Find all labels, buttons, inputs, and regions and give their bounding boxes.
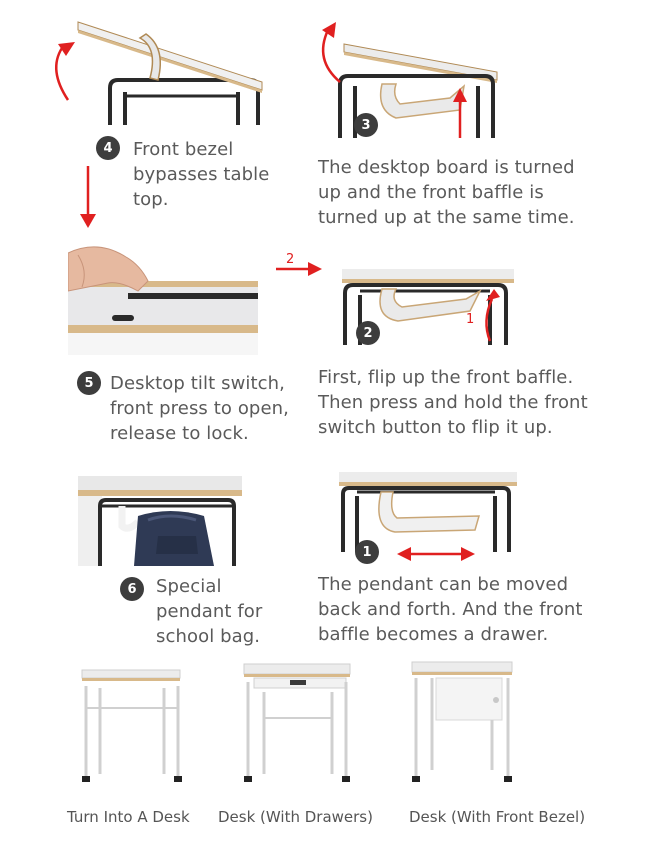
- down-arrow-icon: [78, 166, 98, 236]
- step3-badge: 3: [354, 113, 378, 137]
- product-image-desk: [78, 668, 188, 788]
- rotate-up-arrow: [56, 48, 68, 100]
- step6-description: Special pendant for school bag.: [156, 576, 263, 647]
- step5-badge: 5: [77, 371, 101, 395]
- product-label-desk: Turn Into A Desk: [67, 808, 190, 826]
- image-step2-flip-baffle: [270, 245, 650, 355]
- image-step6-bag-pendant: [78, 476, 242, 566]
- image-step5-tilt-switch: [68, 235, 258, 355]
- step4-badge: 4: [96, 136, 120, 160]
- image-step4-tilted-desktop: [0, 0, 300, 130]
- svg-text:2: 2: [286, 252, 295, 267]
- step2-description: First, flip up the front baffle. Then press and hold the front switch button to flip it up.: [318, 367, 588, 438]
- product-label-desk-bezel: Desk (With Front Bezel): [409, 808, 586, 826]
- step1-description: The pendant can be moved back and forth. And the front baffle becomes a drawer.: [318, 574, 583, 645]
- step5-description: Desktop tilt switch, front press to open, release to lock.: [110, 373, 289, 444]
- step6-badge: 6: [120, 577, 144, 601]
- step2-badge: 2: [356, 321, 380, 345]
- step1-badge: 1: [355, 540, 379, 564]
- product-image-desk-bezel: [408, 660, 516, 788]
- step3-description: The desktop board is turned up and the front baffle is turned up at the same time.: [318, 157, 575, 228]
- product-label-desk-drawers: Desk (With Drawers): [218, 808, 373, 826]
- product-image-desk-drawers: [240, 662, 355, 787]
- svg-text:1: 1: [466, 312, 475, 327]
- step4-description: Front bezel bypasses table top.: [133, 139, 270, 210]
- image-step3-desktop-turned-up: [300, 0, 650, 150]
